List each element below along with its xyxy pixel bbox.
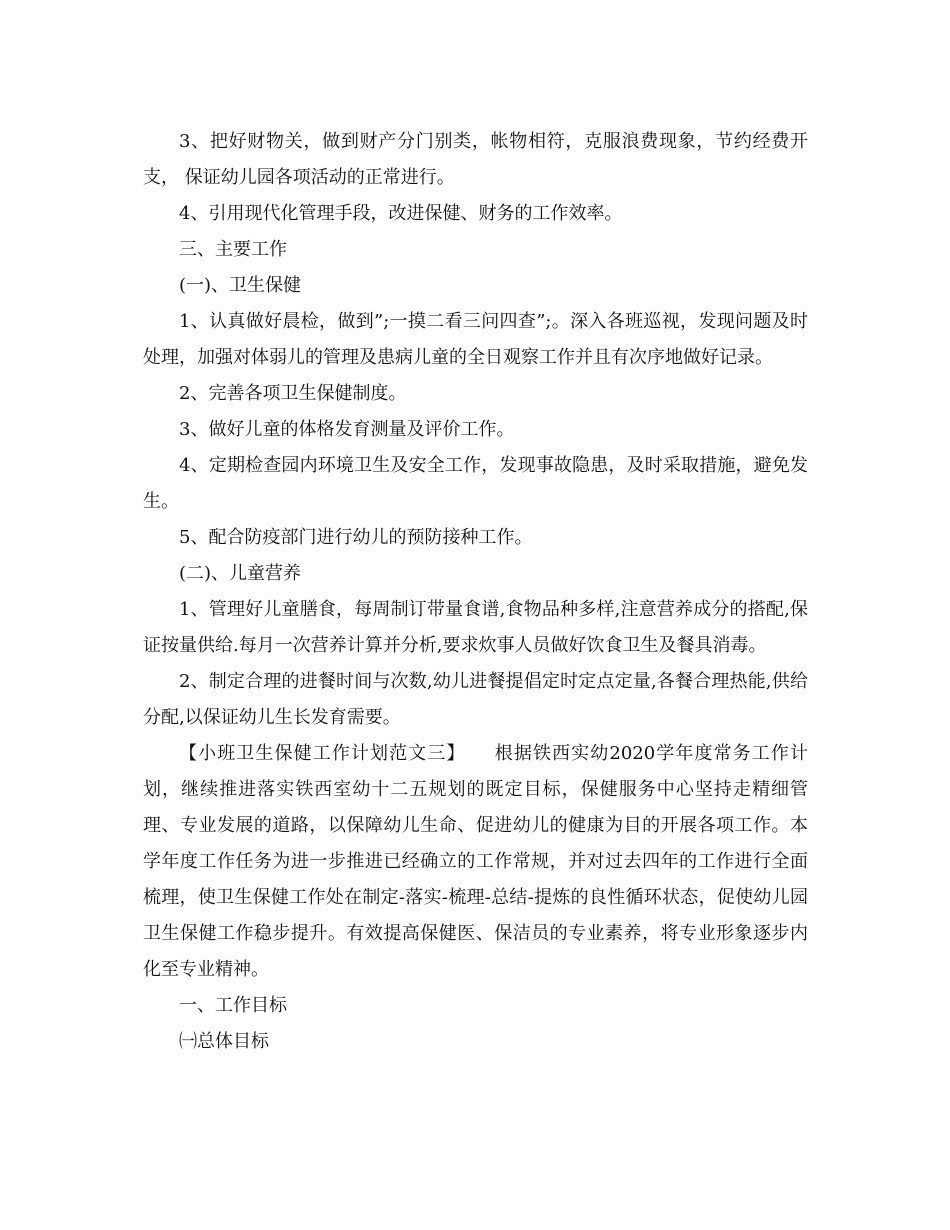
- paragraph-health-rules: 2、完善各项卫生保健制度。: [179, 383, 407, 404]
- heading-work-goals: 一、工作目标: [179, 995, 287, 1016]
- paragraph-meal-schedule: 2、制定合理的进餐时间与次数,幼儿进餐提倡定时定点定量,各餐合理热能,供给分配,以保证幼儿生长发育需要。: [143, 671, 808, 728]
- paragraph-finance: 3、把好财物关，做到财产分门别类，帐物相符，克服浪费现象，节约经费开支， 保证幼儿园各项活动的正常进行。: [143, 131, 808, 188]
- heading-health-care: (一)、卫生保健: [179, 275, 302, 296]
- paragraph-physical-measurement: 3、做好儿童的体格发育测量及评价工作。: [179, 419, 515, 440]
- paragraph-modern-management: 4、引用现代化管理手段，改进保健、财务的工作效率。: [179, 203, 623, 224]
- heading-overall-goal: ㈠总体目标: [179, 1031, 269, 1052]
- heading-child-nutrition: (二)、儿童营养: [179, 563, 302, 584]
- heading-main-work: 三、主要工作: [179, 239, 287, 260]
- paragraph-vaccination: 5、配合防疫部门进行幼儿的预防接种工作。: [179, 527, 533, 548]
- paragraph-environment-check: 4、定期检查园内环境卫生及安全工作，发现事故隐患，及时采取措施，避免发生。: [143, 455, 808, 512]
- document-page: [143, 124, 808, 1060]
- paragraph-plan-three: 【小班卫生保健工作计划范文三】 根据铁西实幼2020学年度常务工作计划，继续推进落实铁西室幼十二五规划的既定目标，保健服务中心坚持走精细管理、专业发展的道路，以保障幼儿生命、促进幼儿的健康为目的开展各项工作。本学年度工作任务为进一步推进已经确立的工作常规，并对过去四年的工作进行全面梳理，使卫生保健工作处在制定-落实-梳理-总结-提炼的良性循环状态，促使幼儿园卫生保健工作稳步提升。有效提高保健医、保洁员的专业素养，将专业形象逐步内化至专业精神。: [143, 743, 808, 980]
- paragraph-morning-check: 1、认真做好晨检，做到”;一摸二看三问四查”;。深入各班巡视，发现问题及时处理，加强对体弱儿的管理及患病儿童的全日观察工作并且有次序地做好记录。: [143, 311, 808, 368]
- paragraph-meal-management: 1、管理好儿童膳食，每周制订带量食谱,食物品种多样,注意营养成分的搭配,保证按量供给.每月一次营养计算并分析,要求炊事人员做好饮食卫生及餐具消毒。: [143, 599, 808, 656]
